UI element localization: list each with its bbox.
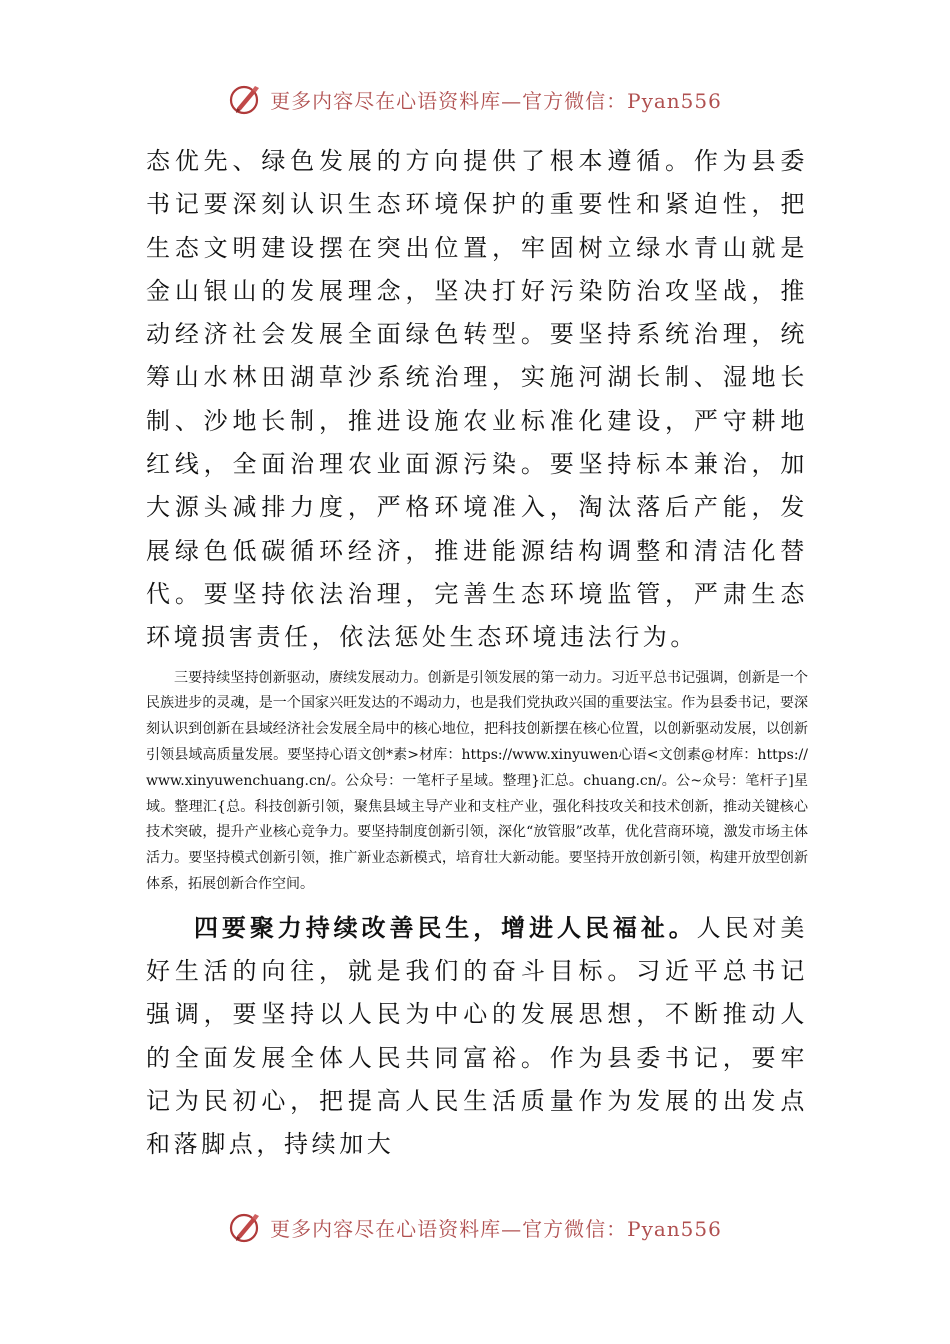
- paragraph-livelihood-text: 人民对美好生活的向往，就是我们的奋斗目标。习近平总书记强调，要坚持以人民为中心的发展思想，不断推动人的全面发展全体人民共同富裕。作为县委书记，要牢记为民初心，把提高人民生活质量作为发展的出发点和落脚点，持续加大: [146, 913, 808, 1159]
- footer-banner-text: 更多内容尽在心语资料库—官方微信：Pyan556: [270, 1216, 722, 1241]
- pen-circle-logo-icon: [228, 82, 262, 116]
- header-banner: [0, 82, 950, 116]
- paragraph-livelihood: [146, 906, 808, 1167]
- header-banner-text: 更多内容尽在心语资料库—官方微信：Pyan556: [270, 88, 722, 113]
- paragraph-livelihood-heading: 四要聚力持续改善民生，增进人民福祉。: [194, 912, 697, 942]
- paragraph-ecology: 态优先、绿色发展的方向提供了根本遵循。作为县委书记要深刻认识生态环境保护的重要性和紧迫性，把生态文明建设摆在突出位置，牢固树立绿水青山就是金山银山的发展理念，坚决打好污染防治攻坚战，推动经济社会发展全面绿色转型。要坚持系统治理，统筹山水林田湖草沙系统治理，实施河湖长制、湿地长制、沙地长制，推进设施农业标准化建设，严守耕地红线，全面治理农业面源污染。要坚持标本兼治，加大源头减排力度，严格环境准入，淘汰落后产能，发展绿色低碳循环经济，推进能源结构调整和清洁化替代。要坚持依法治理，完善生态环境监管，严肃生态环境损害责任，依法惩处生态环境违法行为。: [146, 147, 808, 652]
- paragraph-innovation: 三要持续坚持创新驱动，赓续发展动力。创新是引领发展的第一动力。习近平总书记强调，创新是一个民族进步的灵魂，是一个国家兴旺发达的不竭动力，也是我们党执政兴国的重要法宝。作为县委书记，要深刻认识到创新在县域经济社会发展全局中的核心地位，把科技创新摆在核心位置，以创新驱动发展，以创新引领县域高质量发展。要坚持心语文创*素>材库：https://www.xinyuwen心语<文创素@材库：https://www.xinyuwenchuang.cn/。公众号：一笔杆子星域。整理}汇总。chuang.cn/。公~众号：笔杆子]星域。整理汇{总。科技创新引领，聚焦县域主导产业和支柱产业，强化科技攻关和技术创新，推动关键核心技术突破，提升产业核心竞争力。要坚持制度创新引领，深化“放管服”改革，优化营商环境，激发市场主体活力。要坚持模式创新引领，推广新业态新模式，培育壮大新动能。要坚持开放创新引领，构建开放型创新体系，拓展创新合作空间。: [146, 669, 808, 892]
- document-body: [146, 140, 808, 1167]
- pen-circle-logo-icon: [228, 1210, 262, 1244]
- footer-banner: [0, 1210, 950, 1244]
